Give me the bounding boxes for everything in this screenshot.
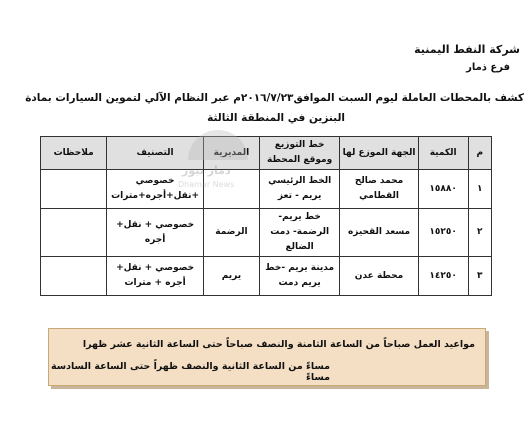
header-district: المديرية — [203, 137, 259, 170]
table-row — [41, 257, 492, 296]
header-num: م — [468, 137, 491, 170]
watermark-text: ذمار نيوز — [182, 164, 231, 177]
cell-num: ٢ — [468, 209, 491, 257]
cell-route: مدينة يريم -خط يريم دمت — [259, 257, 339, 296]
cell-distributor: محطة عدن — [340, 257, 418, 296]
cell-notes — [41, 170, 107, 209]
stations-table — [40, 136, 492, 296]
notice-line-2: مساءً من الساعة الثانية والنصف ظهراً حتى الساعة السادسة مساءً — [51, 361, 330, 383]
working-hours-notice — [48, 328, 486, 386]
header-distributor: الجهة الموزع لها — [340, 137, 418, 170]
cell-district: يريم — [203, 257, 259, 296]
cell-distributor: محمد صالح القطامي — [340, 170, 418, 209]
cell-distributor: مسعد القحيزه — [340, 209, 418, 257]
report-title: كشف بالمحطات العاملة ليوم السبت الموافق٢٠١٦/٧/٢٣م عبر النظام الآلي لتموين السيارات بمادة — [25, 92, 524, 104]
cell-notes — [41, 257, 107, 296]
cell-num: ١ — [468, 170, 491, 209]
report-subtitle: البنزين في المنطقة الثالثة — [207, 112, 345, 124]
cell-route: الخط الرئيسي يريم - تعز — [259, 170, 339, 209]
cell-route: خط يريم- الرضمة- دمت الضالع — [259, 209, 339, 257]
cell-classification: خصوصي + نقل+ أجره + مترات — [107, 257, 204, 296]
company-name: شركة النفط اليمنية — [414, 43, 520, 56]
cell-quantity: ١٥٨٨٠ — [418, 170, 468, 209]
notice-line-1: مواعيد العمل صباحاً من الساعة الثامنة والنصف صباحاً حتى الساعة الثانية عشر ظهرا — [82, 339, 475, 350]
table-header-row — [41, 137, 492, 170]
header-quantity: الكمية — [418, 137, 468, 170]
branch-name: فرع ذمار — [466, 62, 510, 73]
cell-district — [203, 170, 259, 209]
cell-classification: خصوصي + نقل+ أجره — [107, 209, 204, 257]
cell-quantity: ١٥٢٥٠ — [418, 209, 468, 257]
cell-notes — [41, 209, 107, 257]
header-notes: ملاحظات — [41, 137, 107, 170]
header-route: خط التوزيع وموقع المحطة — [259, 137, 339, 170]
cell-classification: خصوصي +نقل+أجره+مترات — [107, 170, 204, 209]
header-classification: التصنيف — [107, 137, 204, 170]
table-row — [41, 209, 492, 257]
cell-district: الرضمة — [203, 209, 259, 257]
cell-quantity: ١٤٢٥٠ — [418, 257, 468, 296]
table-row — [41, 170, 492, 209]
watermark-subtext: Dhamar News — [178, 180, 235, 189]
cell-num: ٣ — [468, 257, 491, 296]
